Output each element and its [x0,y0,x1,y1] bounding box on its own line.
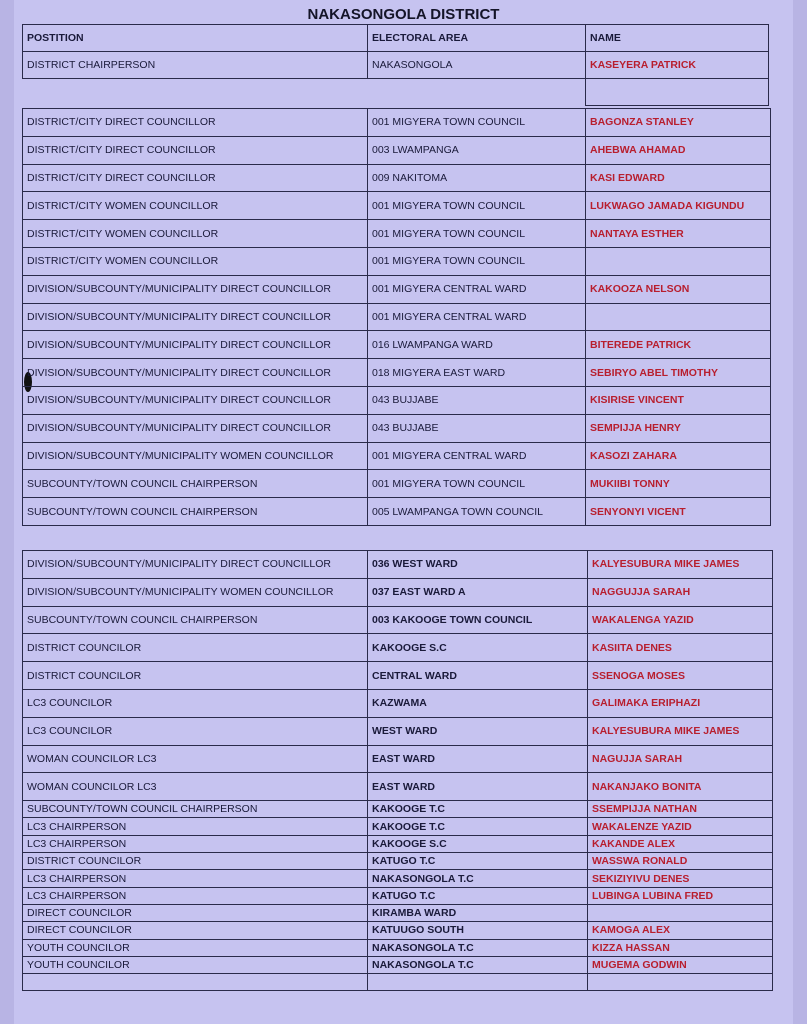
name-cell: NAGGUJJA SARAH [588,578,773,606]
electoral-area-cell: KAKOOGE T.C [368,801,588,818]
name-cell: KASIITA DENES [588,634,773,662]
position-cell: DIVISION/SUBCOUNTY/MUNICIPALITY DIRECT COUNCILLOR [23,551,368,579]
table-row [23,551,773,579]
table-row [23,52,769,79]
name-cell: SENYONYI VICENT [586,498,771,526]
table-row [23,689,773,717]
table-row [23,192,771,220]
position-cell: LC3 CHAIRPERSON [23,887,368,904]
electoral-area-cell: 001 MIGYERA TOWN COUNCIL [368,247,586,275]
name-cell: SEKIZIYIVU DENES [588,870,773,887]
table-row [23,835,773,852]
electoral-area-cell: 001 MIGYERA TOWN COUNCIL [368,220,586,248]
electoral-area-cell: KAKOOGE S.C [368,634,588,662]
position-cell: DIVISION/SUBCOUNTY/MUNICIPALITY DIRECT COUNCILLOR [23,359,368,387]
position-cell: LC3 CHAIRPERSON [23,835,368,852]
empty-cell [588,974,773,991]
table-row [23,109,771,137]
table-row [23,247,771,275]
electoral-area-cell: 001 MIGYERA TOWN COUNCIL [368,109,586,137]
councillors-table-bottom [22,550,773,991]
name-cell [586,303,771,331]
name-cell: BAGONZA STANLEY [586,109,771,137]
table-row [23,136,771,164]
name-cell: KALYESUBURA MIKE JAMES [588,717,773,745]
empty-cell [23,79,368,106]
name-cell: LUBINGA LUBINA FRED [588,887,773,904]
position-cell: DISTRICT COUNCILOR [23,662,368,690]
position-cell: YOUTH COUNCILOR [23,939,368,956]
electoral-area-cell: KATUGO T.C [368,853,588,870]
position-cell: LC3 COUNCILOR [23,689,368,717]
table-row [23,939,773,956]
table-row [23,870,773,887]
name-cell: BITEREDE PATRICK [586,331,771,359]
position-cell: WOMAN COUNCILOR LC3 [23,745,368,773]
position-cell: YOUTH COUNCILOR [23,956,368,973]
name-cell: KISIRISE VINCENT [586,386,771,414]
document-page [14,0,793,1024]
page-title: NAKASONGOLA DISTRICT [307,6,500,23]
electoral-area-cell: 036 WEST WARD [368,551,588,579]
position-cell: DIVISION/SUBCOUNTY/MUNICIPALITY DIRECT COUNCILLOR [23,275,368,303]
position-cell: DISTRICT/CITY DIRECT COUNCILLOR [23,109,368,137]
table-row [23,818,773,835]
electoral-area-cell: WEST WARD [368,717,588,745]
electoral-area-cell: 001 MIGYERA CENTRAL WARD [368,275,586,303]
electoral-area-cell: KAKOOGE T.C [368,818,588,835]
name-cell: SEMPIJJA HENRY [586,414,771,442]
name-cell: KAKANDE ALEX [588,835,773,852]
position-cell: DISTRICT/CITY WOMEN COUNCILLOR [23,220,368,248]
table-row [23,606,773,634]
electoral-area-cell: KATUUGO SOUTH [368,922,588,939]
electoral-area-cell: CENTRAL WARD [368,662,588,690]
table-row [23,904,773,921]
table-row [23,331,771,359]
name-cell: KALYESUBURA MIKE JAMES [588,551,773,579]
name-cell: GALIMAKA ERIPHAZI [588,689,773,717]
electoral-area-cell: 001 MIGYERA TOWN COUNCIL [368,192,586,220]
position-cell: DIVISION/SUBCOUNTY/MUNICIPALITY DIRECT COUNCILLOR [23,386,368,414]
name-cell: MUKIIBI TONNY [586,470,771,498]
table-row [23,359,771,387]
position-cell: DISTRICT/CITY WOMEN COUNCILLOR [23,247,368,275]
position-cell: DIRECT COUNCILOR [23,904,368,921]
column-header-electoral-area: ELECTORAL AREA [368,25,586,52]
empty-cell [586,79,769,106]
name-cell: SSENOGA MOSES [588,662,773,690]
name-cell: WASSWA RONALD [588,853,773,870]
table-row [23,956,773,973]
empty-cell [368,974,588,991]
table-row [23,853,773,870]
electoral-area-cell: 001 MIGYERA CENTRAL WARD [368,303,586,331]
position-cell: DISTRICT COUNCILOR [23,853,368,870]
table-row [23,470,771,498]
position-cell: SUBCOUNTY/TOWN COUNCIL CHAIRPERSON [23,801,368,818]
table-row [23,634,773,662]
electoral-area-cell: KAKOOGE S.C [368,835,588,852]
name-cell [588,904,773,921]
table-row [23,275,771,303]
table-row [23,414,771,442]
blank-row [23,974,773,991]
electoral-area-cell: 043 BUJJABE [368,386,586,414]
name-cell: AHEBWA AHAMAD [586,136,771,164]
position-cell: DISTRICT/CITY DIRECT COUNCILLOR [23,164,368,192]
position-cell: DIVISION/SUBCOUNTY/MUNICIPALITY WOMEN COUNCILLOR [23,578,368,606]
table-row [23,442,771,470]
electoral-area-cell: EAST WARD [368,773,588,801]
name-cell: NANTAYA ESTHER [586,220,771,248]
name-cell: WAKALENGA YAZID [588,606,773,634]
electoral-area-cell: KIRAMBA WARD [368,904,588,921]
electoral-area-cell: 003 LWAMPANGA [368,136,586,164]
electoral-area-cell: KAZWAMA [368,689,588,717]
name-cell: LUKWAGO JAMADA KIGUNDU [586,192,771,220]
position-cell: DISTRICT/CITY DIRECT COUNCILLOR [23,136,368,164]
electoral-area-cell: NAKASONGOLA T.C [368,870,588,887]
header-table [22,24,769,106]
electoral-area-cell: KATUGO T.C [368,887,588,904]
empty-cell [368,79,586,106]
electoral-area-cell: EAST WARD [368,745,588,773]
name-cell: NAGUJJA SARAH [588,745,773,773]
table-row [23,773,773,801]
name-cell [586,247,771,275]
electoral-area-cell: 037 EAST WARD A [368,578,588,606]
position-cell: DIVISION/SUBCOUNTY/MUNICIPALITY DIRECT COUNCILLOR [23,303,368,331]
position-cell: WOMAN COUNCILOR LC3 [23,773,368,801]
column-header-position: POSTITION [23,25,368,52]
position-cell: SUBCOUNTY/TOWN COUNCIL CHAIRPERSON [23,498,368,526]
position-cell: LC3 CHAIRPERSON [23,870,368,887]
electoral-area-cell: 001 MIGYERA CENTRAL WARD [368,442,586,470]
name-cell: KASOZI ZAHARA [586,442,771,470]
name-cell: SEBIRYO ABEL TIMOTHY [586,359,771,387]
electoral-area-cell: 018 MIGYERA EAST WARD [368,359,586,387]
position-cell: SUBCOUNTY/TOWN COUNCIL CHAIRPERSON [23,606,368,634]
table-row [23,922,773,939]
table-row [23,578,773,606]
position-cell: LC3 COUNCILOR [23,717,368,745]
electoral-area-cell: NAKASONGOLA T.C [368,939,588,956]
name-cell: KASI EDWARD [586,164,771,192]
empty-cell [23,974,368,991]
electoral-area-cell: 005 LWAMPANGA TOWN COUNCIL [368,498,586,526]
position-cell: DISTRICT/CITY WOMEN COUNCILLOR [23,192,368,220]
table-row [23,717,773,745]
column-header-name: NAME [586,25,769,52]
name-cell: MUGEMA GODWIN [588,956,773,973]
position-cell: LC3 CHAIRPERSON [23,818,368,835]
table-row [23,887,773,904]
name-cell: NAKANJAKO BONITA [588,773,773,801]
position-cell: DISTRICT COUNCILOR [23,634,368,662]
name-cell: KIZZA HASSAN [588,939,773,956]
electoral-area-cell: 001 MIGYERA TOWN COUNCIL [368,470,586,498]
table-row [23,498,771,526]
table-row [23,220,771,248]
position-cell: DISTRICT CHAIRPERSON [23,52,368,79]
electoral-area-cell: NAKASONGOLA [368,52,586,79]
electoral-area-cell: 016 LWAMPANGA WARD [368,331,586,359]
name-cell: SSEMPIJJA NATHAN [588,801,773,818]
position-cell: DIRECT COUNCILOR [23,922,368,939]
table-row [23,303,771,331]
table-row [23,164,771,192]
name-cell: WAKALENZE YAZID [588,818,773,835]
table-row [23,662,773,690]
position-cell: SUBCOUNTY/TOWN COUNCIL CHAIRPERSON [23,470,368,498]
name-cell: KASEYERA PATRICK [586,52,769,79]
position-cell: DIVISION/SUBCOUNTY/MUNICIPALITY DIRECT COUNCILLOR [23,331,368,359]
name-cell: KAMOGA ALEX [588,922,773,939]
name-cell: KAKOOZA NELSON [586,275,771,303]
position-cell: DIVISION/SUBCOUNTY/MUNICIPALITY DIRECT COUNCILLOR [23,414,368,442]
table-row [23,386,771,414]
electoral-area-cell: 003 KAKOOGE TOWN COUNCIL [368,606,588,634]
table-row [23,745,773,773]
electoral-area-cell: NAKASONGOLA T.C [368,956,588,973]
electoral-area-cell: 043 BUJJABE [368,414,586,442]
table-row [23,801,773,818]
column-header-row [23,25,769,52]
position-cell: DIVISION/SUBCOUNTY/MUNICIPALITY WOMEN COUNCILLOR [23,442,368,470]
councillors-table-top [22,108,771,526]
blank-row [23,79,769,106]
electoral-area-cell: 009 NAKITOMA [368,164,586,192]
